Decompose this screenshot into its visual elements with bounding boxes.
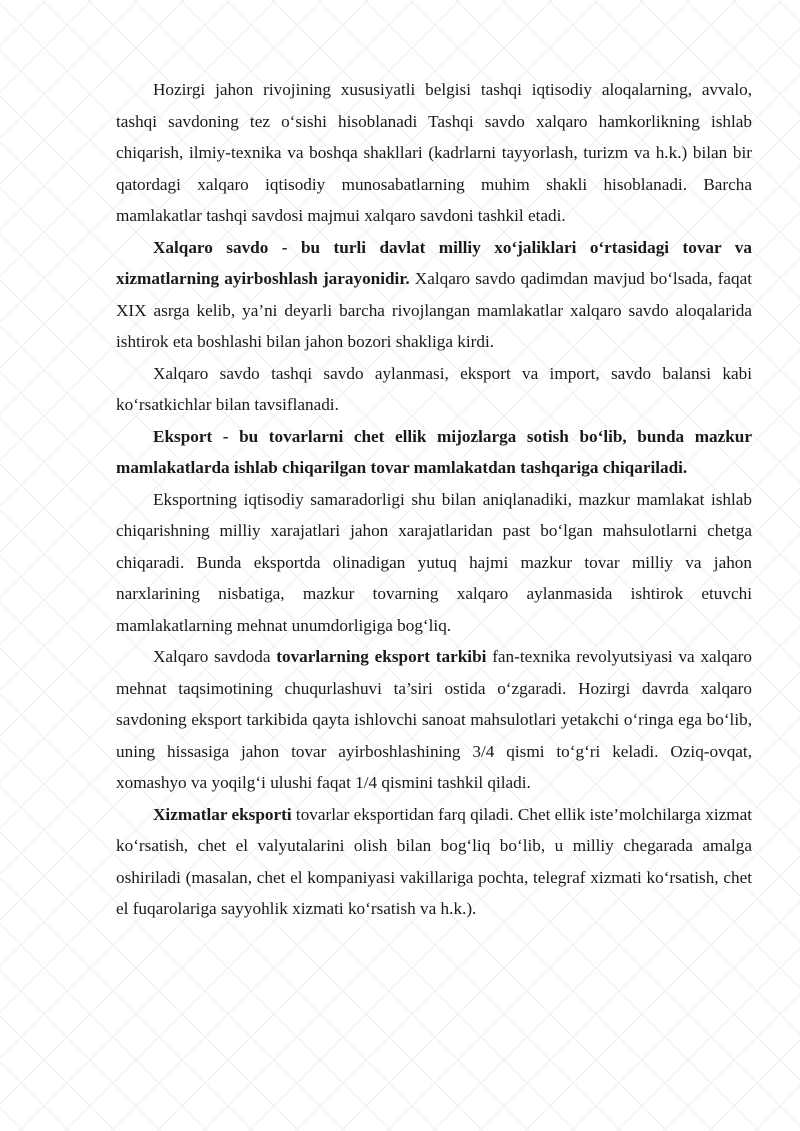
document-body <box>116 74 752 925</box>
paragraph <box>116 74 752 232</box>
text-run: Eksportning iqtisodiy samaradorligi shu bilan aniqlanadiki, mazkur mamlakat ishlab chiqarishning milliy xarajatlari jahon xarajatlaridan past bo‘lgan mahsulotlarni chetga chiqaradi. Bunda eksportda olinadigan yutuq hajmi mazkur tovar milliy va jahon narxlarining nisbatiga, mazkur tovarning xalqaro aylanmasida ishtirok etuvchi mamlakatlarning mehnat unumdorligiga bog‘liq. <box>116 489 752 635</box>
text-run: Xalqaro savdo qadimdan mavjud bo‘lsada, faqat XIX asrga kelib, ya’ni deyarli barcha rivojlangan mamlakatlar xalqaro savdo aloqalarida ishtirok eta boshlashi bilan jahon bozori shakliga kirdi. <box>116 269 752 351</box>
bold-text-run: Xizmatlar eksporti <box>153 804 292 824</box>
paragraph <box>116 799 752 925</box>
text-run: Xalqaro savdo tashqi savdo aylanmasi, eksport va import, savdo balansi kabi ko‘rsatkichlar bilan tavsiflanadi. <box>116 363 752 414</box>
paragraph <box>116 484 752 642</box>
bold-text-run: tovarlarning eksport tarkibi <box>276 647 487 666</box>
text-run: Hozirgi jahon rivojining xususiyatli belgisi tashqi iqtisodiy aloqalarning, avvalo, tashqi savdoning tez o‘sishi hisoblanadi Tashqi savdo xalqaro hamkorlikning ishlab chiqarish, ilmiy-texnika va boshqa shakllari (kadrlarni tayyorlash, turizm va h.k.) bilan bir qatordagi xalqaro iqtisodiy munosabatlarning muhim shakli hisoblanadi. Barcha mamlakatlar tashqi savdosi majmui xalqaro savdoni tashkil etadi. <box>116 80 752 225</box>
bold-text-run: Eksport - bu tovarlarni chet ellik mijozlarga sotish bo‘lib, bunda mazkur mamlakatlarda ishlab chiqarilgan tovar mamlakatdan tashqariga chiqariladi. <box>116 426 752 477</box>
paragraph <box>116 358 752 421</box>
text-run: Xalqaro savdoda <box>153 647 277 666</box>
text-run: tovarlar eksportidan farq qiladi. Chet ellik iste’molchilarga xizmat ko‘rsatish, chet el valyutalarini olish bilan bog‘liq bo‘lib, u milliy chegarada amalga oshiriladi (masalan, chet el kompaniyasi vakillariga pochta, telegraf xizmati ko‘rsatish, chet el fuqarolariga sayyohlik xizmati ko‘rsatish va h.k.). <box>116 804 752 918</box>
paragraph <box>116 421 752 484</box>
paragraph <box>116 232 752 358</box>
paragraph <box>116 641 752 799</box>
bold-text-run: Xalqaro savdo - bu turli davlat milliy xo‘jaliklari o‘rtasidagi tovar va xizmatlarning ayirboshlash jarayonidir. <box>116 237 752 288</box>
text-run: fan-texnika revolyutsiyasi va xalqaro mehnat taqsimotining chuqurlashuvi ta’siri ostida o‘zgaradi. Hozirgi davrda xalqaro savdoning eksport tarkibida qayta ishlovchi sanoat mahsulotlari yetakchi o‘ringa ega bo‘lib, uning hissasiga jahon tovar ayirboshlashining 3/4 qismi to‘g‘ri keladi. Oziq-ovqat, xomashyo va yoqilg‘i ulushi faqat 1/4 qismini tashkil qiladi. <box>116 647 752 792</box>
